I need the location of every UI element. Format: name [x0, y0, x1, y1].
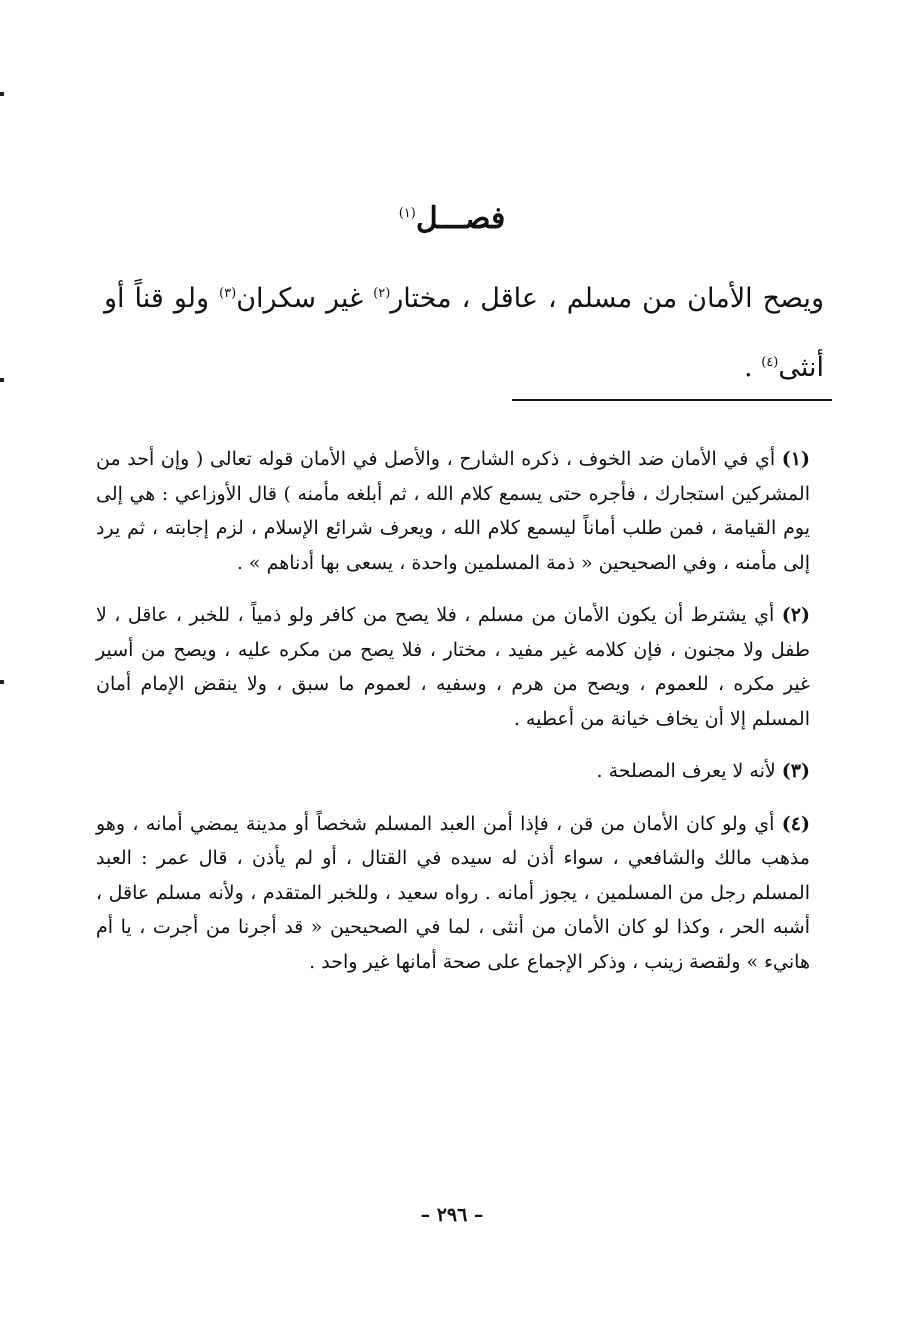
main-text-part: ولو قناً أو أنثى — [104, 283, 824, 383]
footnote-1 — [96, 442, 810, 580]
scan-edge-mark — [0, 92, 4, 96]
footnote-divider — [512, 399, 832, 401]
footnote-number: (٣) — [781, 760, 810, 782]
section-heading — [0, 192, 904, 241]
footnote-number: (٤) — [781, 812, 810, 835]
footnote-4 — [96, 807, 810, 980]
footnote-text: أي يشترط أن يكون الأمان من مسلم ، فلا يصح من كافر ولو ذمياً ، للخبر ، عاقل ، لا طفل ولا مجنون ، فإن كلامه غير مفيد ، مختار ، فلا يصح من مكره عليه ، ويصح من أسير غير مكره ، للعموم ، ويصح من هرم ، وسفيه ، لعموم ما سبق ، ولا ينقض الإمام أمان المسلم إلا أن يخاف خيانة من أعطيه . — [96, 604, 810, 730]
footnote-text: أي ولو كان الأمان من قن ، فإذا أمن العبد المسلم شخصاً أو مدينة يمضي أمانه ، وهو مذهب مالك والشافعي ، سواء أذن له سيده في القتال ، أو لم يأذن ، قال عمر : العبد المسلم رجل من المسلمين ، يجوز أمانه . رواه سعيد ، وللخبر المتقدم ، ولأنه مسلم عاقل ، أشبه الحر ، وكذا لو كان الأمان من أنثى ، لما في الصحيحين « قد أجرنا من أجرت ، يا أم هانيء » ولقصة زينب ، وذكر الإجماع على صحة أمانها غير واحد . — [96, 812, 810, 973]
footnote-text: أي في الأمان ضد الخوف ، ذكره الشارح ، والأصل في الأمان قوله تعالى ( وإن أحد من المشركين استجارك ، فأجره حتى يسمع كلام الله ، ثم أبلغه مأمنه ) قال الأوزاعي : هي إلى يوم القيامة ، فمن طلب أماناً ليسمع كلام الله ، ويعرف شرائع الإسلام ، لزم إجابته ، ثم يرد إلى مأمنه ، وفي الصحيحين « ذمة المسلمين واحدة ، يسعى بها أدناهم » . — [96, 448, 810, 574]
section-heading-title: فصـــل — [415, 201, 506, 236]
footnote-2 — [96, 598, 810, 736]
page-number: – ٢٩٦ – — [420, 1204, 484, 1226]
main-text-part: ويصح الأمان من مسلم ، عاقل ، مختار — [390, 283, 824, 314]
footnote-ref-4: (٤) — [761, 355, 779, 370]
main-text-part: غير سكران — [236, 283, 374, 314]
scan-edge-mark — [0, 378, 4, 382]
main-text-part: . — [744, 352, 762, 383]
footnotes — [96, 442, 810, 997]
footnote-3 — [96, 754, 810, 789]
footnote-ref-1: (١) — [398, 206, 416, 221]
footnote-ref-3: (٣) — [219, 286, 237, 301]
scan-edge-mark — [0, 680, 4, 684]
footnote-number: (١) — [781, 448, 810, 470]
footnote-text: لأنه لا يعرف المصلحة . — [596, 760, 776, 782]
main-text — [104, 262, 824, 400]
footnote-number: (٢) — [781, 604, 810, 626]
footnote-ref-2: (٢) — [373, 286, 391, 301]
